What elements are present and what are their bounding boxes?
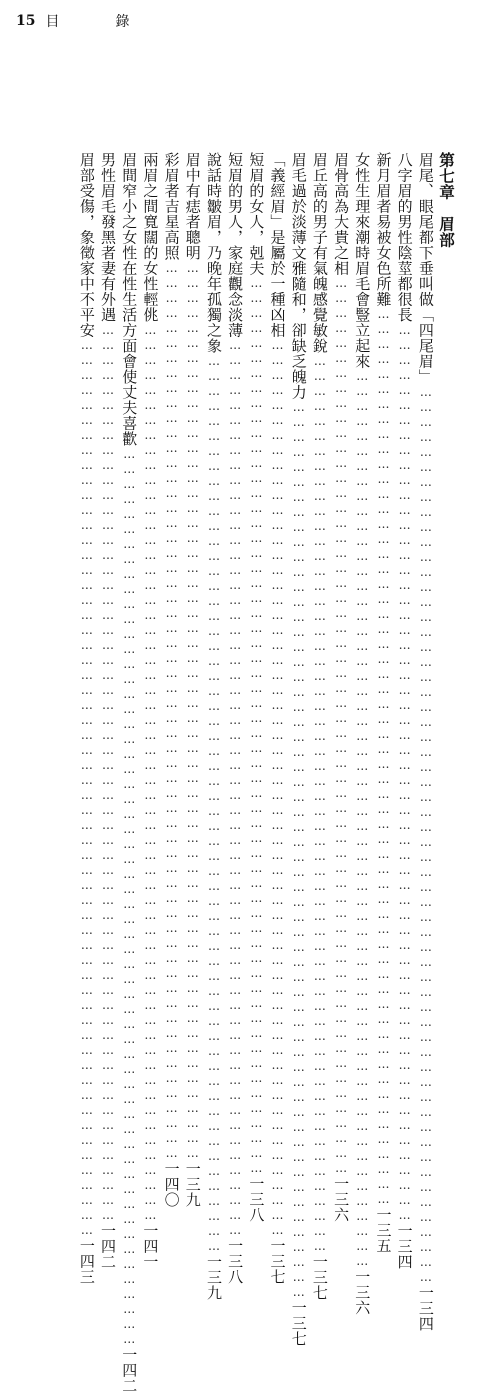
toc-entry bbox=[226, 152, 243, 622]
toc-entry-page: 一三六 bbox=[332, 1176, 349, 1223]
toc-entry bbox=[311, 152, 328, 622]
toc-entry bbox=[396, 152, 413, 622]
toc-entry-page: 一三八 bbox=[226, 1238, 243, 1285]
dot-leader: ……………………………………………………………………………………………………………………………………………………………… bbox=[78, 338, 95, 1238]
header-label-2: 錄 bbox=[115, 11, 129, 31]
toc-entry-title: 「義經眉」是屬於一種凶相 bbox=[269, 152, 286, 338]
toc-entry-title: 女性生理來潮時眉毛會豎立起來 bbox=[353, 152, 370, 369]
toc-entry-title: 眉中有痣者聰明 bbox=[184, 152, 201, 261]
toc-entry-page: 一四二 bbox=[120, 1347, 137, 1393]
chapter-heading bbox=[438, 152, 455, 622]
toc-entry bbox=[247, 152, 264, 622]
page-number: 15 bbox=[16, 13, 35, 29]
dot-leader: ……………………………………………………………………………………………………………………………………………………………… bbox=[332, 276, 349, 1176]
dot-leader: ……………………………………………………………………………………………………………………………………………………………… bbox=[353, 369, 370, 1269]
toc-entry bbox=[290, 152, 307, 622]
toc-entry-page: 一三九 bbox=[184, 1161, 201, 1208]
toc-entry-page: 一三七 bbox=[269, 1238, 286, 1285]
toc-entry-page: 一三七 bbox=[290, 1300, 307, 1347]
toc-entry-page: 一四一 bbox=[141, 1223, 158, 1270]
dot-leader: ……………………………………………………………………………………………………………………………………………………………… bbox=[141, 323, 158, 1223]
toc-entry-page: 一三四 bbox=[396, 1223, 413, 1270]
toc-entry bbox=[205, 152, 222, 622]
dot-leader: ……………………………………………………………………………………………………………………………………………………………… bbox=[205, 354, 222, 1254]
toc-entry-page: 一三七 bbox=[311, 1254, 328, 1301]
toc-entry bbox=[184, 152, 201, 622]
toc-entry-title: 彩眉者吉星高照 bbox=[163, 152, 180, 261]
toc-entry bbox=[141, 152, 158, 622]
toc-entry-page: 一三四 bbox=[417, 1285, 434, 1332]
toc-entry bbox=[78, 152, 95, 622]
table-of-contents bbox=[78, 152, 455, 622]
toc-entry-title: 眉尾、眼尾都下垂叫做「四尾眉」 bbox=[417, 152, 434, 385]
toc-entry-title: 眉骨高為大貴之相 bbox=[332, 152, 349, 276]
toc-entry-title: 八字眉的男性陰莖都很長 bbox=[396, 152, 413, 323]
toc-entry bbox=[353, 152, 370, 622]
toc-entry-title: 短眉的男人，家庭觀念淡薄 bbox=[226, 152, 243, 338]
dot-leader: ……………………………………………………………………………………………………………………………………………………………… bbox=[120, 447, 137, 1347]
toc-entry-title: 眉部受傷，象徵家中不平安 bbox=[78, 152, 95, 338]
toc-entry-page: 一三五 bbox=[374, 1207, 391, 1254]
dot-leader: ……………………………………………………………………………………………………………………………………………………………… bbox=[290, 400, 307, 1300]
toc-entry-title: 男性眉毛發黑者妻有外遇 bbox=[99, 152, 116, 323]
dot-leader: ……………………………………………………………………………………………………………………………………………………………… bbox=[163, 261, 180, 1161]
chapter-title: 第七章 眉部 bbox=[438, 152, 455, 248]
dot-leader: ……………………………………………………………………………………………………………………………………………………………… bbox=[417, 385, 434, 1285]
toc-entry-title: 眉丘高的男子有氣魄感覺敏銳 bbox=[311, 152, 328, 354]
toc-entry-title: 新月眉者易被女色所難 bbox=[374, 152, 391, 307]
toc-entry bbox=[163, 152, 180, 622]
toc-entry-page: 一四〇 bbox=[163, 1161, 180, 1208]
dot-leader: ……………………………………………………………………………………………………………………………………………………………… bbox=[374, 307, 391, 1207]
toc-entry bbox=[99, 152, 116, 622]
dot-leader: ……………………………………………………………………………………………………………………………………………………………… bbox=[311, 354, 328, 1254]
page-header bbox=[16, 10, 129, 32]
toc-entry-title: 眉毛過於淡薄文雅隨和，卻缺乏魄力 bbox=[290, 152, 307, 400]
toc-entry-page: 一三九 bbox=[205, 1254, 222, 1301]
dot-leader: ……………………………………………………………………………………………………………………………………………………………… bbox=[226, 338, 243, 1238]
toc-entry-title: 說話時皺眉，乃晚年孤獨之象 bbox=[205, 152, 222, 354]
toc-entry-title: 眉間窄小之女性在性生活方面會使丈夫喜歡 bbox=[120, 152, 137, 447]
toc-entry bbox=[374, 152, 391, 622]
dot-leader: ……………………………………………………………………………………………………………………………………………………………… bbox=[269, 338, 286, 1238]
dot-leader: ……………………………………………………………………………………………………………………………………………………………… bbox=[247, 276, 264, 1176]
toc-entry-page: 一三六 bbox=[353, 1269, 370, 1316]
header-label: 目 bbox=[45, 11, 59, 31]
dot-leader: ……………………………………………………………………………………………………………………………………………………………… bbox=[99, 323, 116, 1223]
dot-leader: ……………………………………………………………………………………………………………………………………………………………… bbox=[184, 261, 201, 1161]
toc-entry-page: 一三八 bbox=[247, 1176, 264, 1223]
toc-entry-title: 短眉的女人，剋夫 bbox=[247, 152, 264, 276]
toc-entry bbox=[269, 152, 286, 622]
dot-leader: ……………………………………………………………………………………………………………………………………………………………… bbox=[396, 323, 413, 1223]
toc-entry-page: 一四三 bbox=[78, 1238, 95, 1285]
toc-entry bbox=[332, 152, 349, 622]
toc-entry-title: 兩眉之間寬闊的女性輕佻 bbox=[141, 152, 158, 323]
toc-entry-page: 一四二 bbox=[99, 1223, 116, 1270]
toc-entry bbox=[417, 152, 434, 622]
toc-entry bbox=[120, 152, 137, 622]
